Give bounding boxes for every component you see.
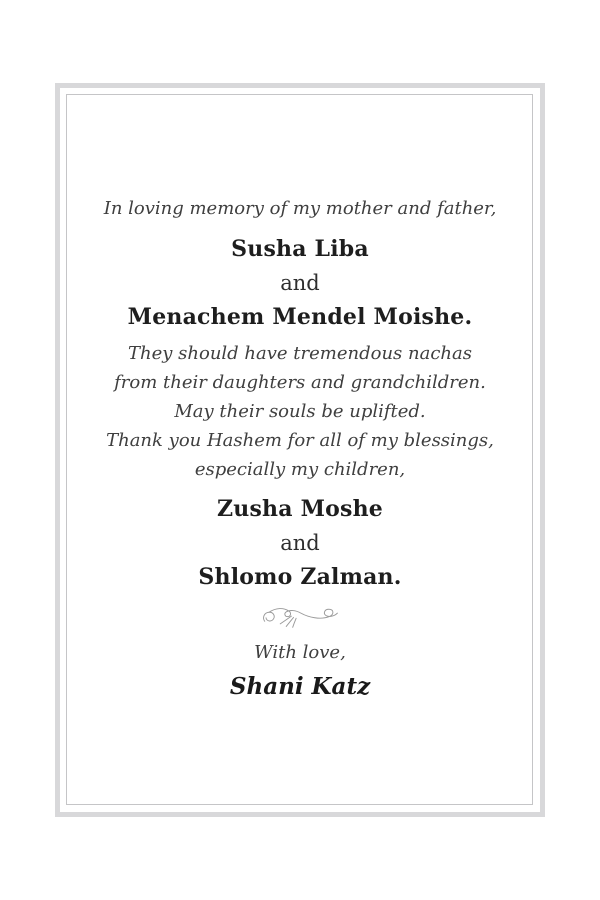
blessing-line: Thank you Hashem for all of my blessings, <box>106 430 494 451</box>
conjunction-and: and <box>280 271 320 295</box>
blessing-paragraph <box>0 339 600 484</box>
conjunction-and: and <box>280 531 320 555</box>
child-name-first: Zusha Moshe <box>217 496 383 522</box>
closing-line: With love, <box>254 642 346 663</box>
blessing-line: from their daughters and grandchildren. <box>114 372 486 393</box>
signature-name: Shani Katz <box>229 673 371 700</box>
flourish-ornament-icon <box>0 603 600 631</box>
blessing-line: They should have tremendous nachas <box>128 343 472 364</box>
memorial-name-mother: Susha Liba <box>231 236 369 262</box>
blessing-line: especially my children, <box>194 459 406 480</box>
memorial-name-father: Menachem Mendel Moishe. <box>127 304 473 330</box>
blessing-line: May their souls be uplifted. <box>174 401 426 422</box>
dedication-intro: In loving memory of my mother and father, <box>103 198 497 219</box>
child-name-second: Shlomo Zalman. <box>198 564 402 590</box>
